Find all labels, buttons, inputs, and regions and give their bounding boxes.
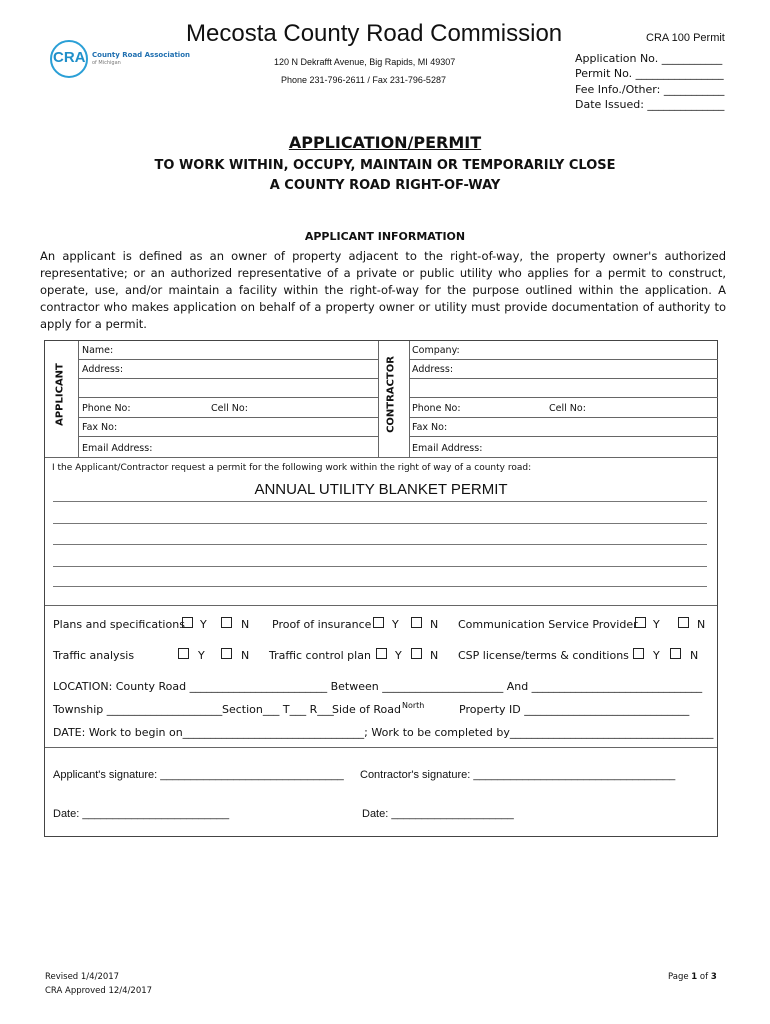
applicant-address-label: Address: bbox=[82, 364, 124, 375]
work-line-3[interactable] bbox=[53, 544, 707, 545]
insurance-label: Proof of insurance bbox=[272, 618, 372, 631]
insurance-n-checkbox[interactable] bbox=[411, 617, 422, 628]
request-text: I the Applicant/Contractor request a permit for the following work within the right of way of a county road: bbox=[52, 463, 532, 473]
page-title: Mecosta County Road Commission bbox=[186, 20, 563, 47]
applicant-email-row[interactable] bbox=[78, 437, 378, 458]
csp-n-checkbox[interactable] bbox=[678, 617, 689, 628]
y-label: Y bbox=[198, 649, 205, 662]
csp-y-checkbox[interactable] bbox=[635, 617, 646, 628]
application-no[interactable]: Application No. ___________ bbox=[575, 52, 723, 65]
csp-license-n-checkbox[interactable] bbox=[670, 648, 681, 659]
logo-name: County Road Association bbox=[92, 51, 190, 59]
contractor-signature[interactable]: Contractor's signature: _________________________________ bbox=[360, 769, 676, 781]
contractor-label: CONTRACTOR bbox=[385, 356, 397, 433]
traffic-y-checkbox[interactable] bbox=[178, 648, 189, 659]
contractor-phone-label: Phone No: bbox=[412, 403, 461, 414]
heading-line1: TO WORK WITHIN, OCCUPY, MAINTAIN OR TEMPORARILY CLOSE bbox=[154, 158, 616, 173]
applicant-signature[interactable]: Applicant's signature: ______________________________ bbox=[53, 769, 344, 781]
side-of-road-value[interactable]: North bbox=[402, 701, 425, 710]
applicant-definition: An applicant is defined as an owner of property adjacent to the right-of-way, the property owner's authorized representative; or an authorized representative of a private or public utility who applies for a permit to construct, operate, use, and/or maintain a facility within the right-of-way for the purpose outlined within the application. A contractor who makes application on behalf of a property owner or utility must provide documentation of authority to apply for a permit. bbox=[40, 249, 726, 331]
applicant-fax-row[interactable] bbox=[78, 418, 378, 437]
y-label: Y bbox=[200, 618, 207, 631]
applicant-info-title: APPLICANT INFORMATION bbox=[304, 230, 466, 243]
page-number bbox=[668, 972, 717, 982]
contractor-fax-row[interactable] bbox=[409, 418, 718, 437]
contractor-address-label: Address: bbox=[412, 364, 454, 375]
applicant-phone-label: Phone No: bbox=[82, 403, 131, 414]
n-label: N bbox=[430, 618, 439, 631]
applicant-date[interactable]: Date: ________________________ bbox=[53, 808, 230, 820]
phone: Phone 231-796-2611 / Fax 231-796-5287 bbox=[281, 75, 446, 85]
plans-n-checkbox[interactable] bbox=[221, 617, 232, 628]
n-label: N bbox=[430, 649, 439, 662]
y-label: Y bbox=[395, 649, 402, 662]
applicant-name-row[interactable] bbox=[78, 341, 378, 360]
work-line-4[interactable] bbox=[53, 566, 707, 567]
applicant-phone-row[interactable] bbox=[78, 398, 378, 418]
applicant-email-label: Email Address: bbox=[82, 443, 153, 454]
work-line-1[interactable] bbox=[53, 501, 707, 502]
revised-date: Revised 1/4/2017 bbox=[45, 972, 120, 982]
date-issued[interactable]: Date Issued: ______________ bbox=[575, 98, 725, 111]
contractor-fax-label: Fax No: bbox=[412, 422, 448, 433]
traffic-plan-y-checkbox[interactable] bbox=[376, 648, 387, 659]
applicant-address-row-2[interactable] bbox=[78, 379, 378, 398]
y-label: Y bbox=[653, 649, 660, 662]
n-label: N bbox=[690, 649, 699, 662]
township-field[interactable]: Township _____________________ bbox=[53, 703, 223, 716]
permit-no[interactable]: Permit No. ________________ bbox=[575, 67, 724, 80]
insurance-y-checkbox[interactable] bbox=[373, 617, 384, 628]
csp-license-y-checkbox[interactable] bbox=[633, 648, 644, 659]
y-label: Y bbox=[392, 618, 399, 631]
applicant-name-label: Name: bbox=[82, 345, 114, 356]
contractor-phone-row[interactable] bbox=[409, 398, 718, 418]
applicant-fax-label: Fax No: bbox=[82, 422, 118, 433]
plans-label: Plans and specifications bbox=[53, 618, 185, 631]
applicant-label: APPLICANT bbox=[54, 363, 66, 426]
traffic-plan-label: Traffic control plan bbox=[269, 649, 371, 662]
fee-info[interactable]: Fee Info./Other: ___________ bbox=[575, 83, 725, 96]
heading-main: APPLICATION/PERMIT bbox=[288, 133, 482, 152]
page-prefix: Page bbox=[668, 972, 689, 982]
logo-tagline: of Michigan bbox=[92, 60, 121, 66]
side-of-road-label: Side of Road bbox=[332, 703, 401, 716]
contractor-date[interactable]: Date: ____________________ bbox=[362, 808, 514, 820]
page-total: 3 bbox=[710, 972, 717, 982]
n-label: N bbox=[241, 649, 250, 662]
property-id-field[interactable]: Property ID ______________________________ bbox=[459, 703, 690, 716]
work-line-5[interactable] bbox=[53, 586, 707, 587]
heading-line2: A COUNTY ROAD RIGHT-OF-WAY bbox=[269, 178, 501, 193]
contractor-address-row[interactable] bbox=[409, 360, 718, 379]
applicant-cell-label: Cell No: bbox=[211, 403, 248, 414]
cra-logo bbox=[50, 40, 190, 80]
work-description[interactable]: ANNUAL UTILITY BLANKET PERMIT bbox=[254, 481, 508, 498]
location-line[interactable]: LOCATION: County Road _________________________ Between ______________________ And _______________________________ bbox=[53, 680, 703, 693]
contractor-email-row[interactable] bbox=[409, 437, 718, 458]
plans-y-checkbox[interactable] bbox=[182, 617, 193, 628]
n-label: N bbox=[697, 618, 706, 631]
section-field[interactable]: Section___ T___ R___ bbox=[222, 703, 334, 716]
csp-label: Communication Service Provider bbox=[458, 618, 638, 631]
contractor-address-row-2[interactable] bbox=[409, 379, 718, 398]
contractor-company-label: Company: bbox=[412, 345, 460, 356]
logo-abbr: CRA bbox=[53, 49, 86, 66]
contractor-company-row[interactable] bbox=[409, 341, 718, 360]
form-code: CRA 100 Permit bbox=[646, 32, 725, 44]
traffic-analysis-label: Traffic analysis bbox=[53, 649, 135, 662]
page-of: of bbox=[699, 972, 709, 982]
address: 120 N Dekrafft Avenue, Big Rapids, MI 49307 bbox=[274, 57, 456, 67]
traffic-n-checkbox[interactable] bbox=[221, 648, 232, 659]
approved-date: CRA Approved 12/4/2017 bbox=[45, 986, 153, 996]
traffic-plan-n-checkbox[interactable] bbox=[411, 648, 422, 659]
work-line-2[interactable] bbox=[53, 523, 707, 524]
applicant-address-row[interactable] bbox=[78, 360, 378, 379]
work-dates-line[interactable]: DATE: Work to begin on_________________________________; Work to be completed by_____________________________________ bbox=[53, 726, 714, 739]
contractor-email-label: Email Address: bbox=[412, 443, 483, 454]
csp-license-label: CSP license/terms & conditions bbox=[458, 649, 629, 662]
n-label: N bbox=[241, 618, 250, 631]
contractor-cell-label: Cell No: bbox=[549, 403, 586, 414]
permit-form-box bbox=[44, 340, 718, 837]
page-current: 1 bbox=[691, 972, 698, 982]
y-label: Y bbox=[653, 618, 660, 631]
